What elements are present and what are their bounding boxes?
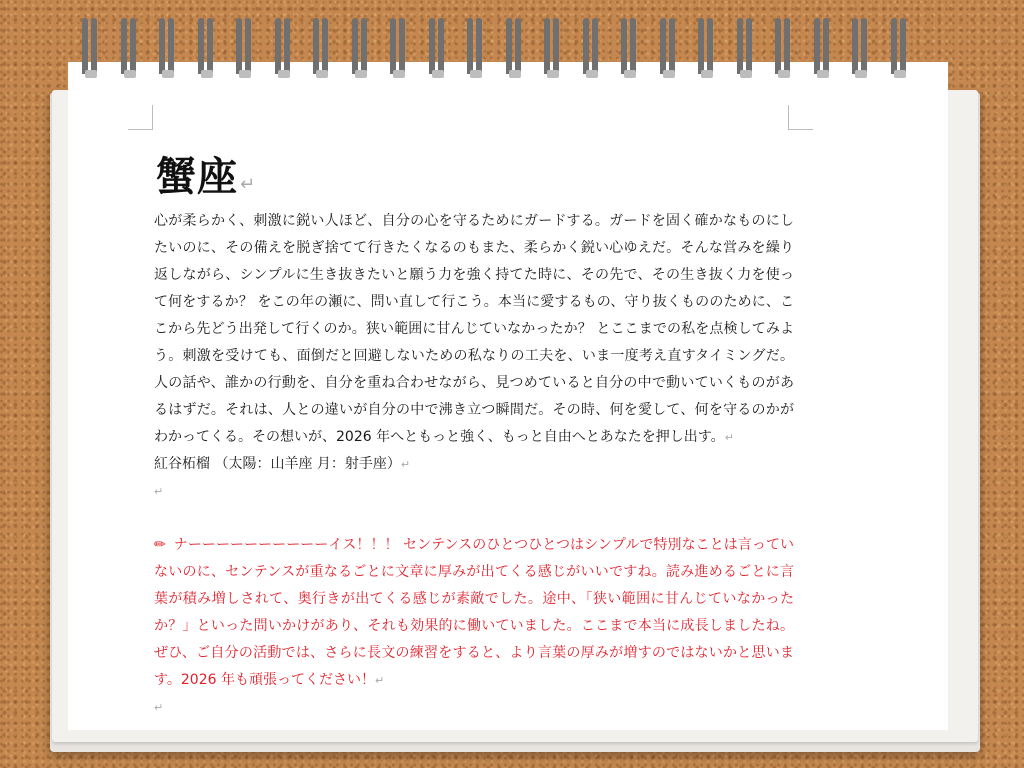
spiral-ring <box>390 18 410 76</box>
paragraph-mark: ↵ <box>724 431 734 444</box>
spiral-ring <box>198 18 218 76</box>
spiral-ring <box>852 18 872 76</box>
spiral-ring <box>698 18 718 76</box>
spiral-ring <box>583 18 603 76</box>
margin-corner-mark-left <box>128 105 153 130</box>
comment-text: ナーーーーーーーーーーイス！！！ センテンスのひとつひとつはシンプルで特別なことは言っていないのに、センテンスが重なるごとに文章に厚みが出てくる感じがいいですね。読み進めるごとに言葉が積み増しされて、奥行きが出てくる感じが素敵でした。途中、「狭い範囲に甘んじていなかったか？」といった問いかけがあり、それも効果的に働いていました。ここまで本当に成長しましたね。ぜひ、ご自分の活動では、さらに長文の練習をすると、より言葉の厚みが増すのではないかと思います。2026 年も頑張ってください！ <box>154 537 794 688</box>
author-text: 紅谷柘榴 （太陽：山羊座 月：射手座） <box>154 456 401 472</box>
spiral-ring <box>313 18 333 76</box>
teacher-comment <box>154 532 794 721</box>
spiral-ring <box>544 18 564 76</box>
spiral-ring <box>621 18 641 76</box>
spiral-ring <box>429 18 449 76</box>
paragraph-mark: ↵ <box>154 485 164 498</box>
paragraph-mark: ↵ <box>154 701 164 714</box>
empty-line <box>154 478 794 505</box>
spiral-ring <box>814 18 834 76</box>
body-text <box>154 208 794 505</box>
spiral-ring <box>352 18 372 76</box>
spiral-ring <box>159 18 179 76</box>
page-title <box>156 145 256 202</box>
comment-paragraph <box>154 532 794 694</box>
spiral-ring <box>660 18 680 76</box>
spiral-ring <box>737 18 757 76</box>
title-text: 蟹座 <box>156 154 238 200</box>
paragraph-mark: ↵ <box>240 174 257 195</box>
margin-corner-mark-right <box>788 105 813 130</box>
spiral-ring <box>506 18 526 76</box>
spiral-ring <box>121 18 141 76</box>
paragraph-mark: ↵ <box>400 458 411 471</box>
spiral-ring <box>891 18 911 76</box>
spiral-ring <box>82 18 102 76</box>
paragraph-mark: ↵ <box>374 674 385 687</box>
spiral-ring <box>275 18 295 76</box>
body-paragraph-text: 心が柔らかく、刺激に鋭い人ほど、自分の心を守るためにガードする。ガードを固く確かなものにしたいのに、その備えを脱ぎ捨てて行きたくなるのもまた、柔らかく鋭い心ゆえだ。そんな営みを繰り返しながら、シンプルに生き抜きたいと願う力を強く持てた時に、その先で、その生き抜く力を使って何をするか？ をこの年の瀬に、問い直して行こう。本当に愛するもの、守り抜くもののために、ここから先どう出発して行くのか。狭い範囲に甘んじていなかったか？ とここまでの私を点検してみよう。刺激を受けても、面倒だと回避しないための私なりの工夫を、いま一度考え直すタイミングだ。 人の話や、誰かの行動を、自分を重ね合わせながら、見つめていると自分の中で動いていくものがあるはずだ。それは、人との違いが自分の中で沸き立つ瞬間だ。その時、何を愛して、何を守るのかがわかってくる。その想いが、2026 年へともっと強く、もっと自由へとあなたを押し出す。 <box>154 213 794 445</box>
spiral-ring <box>775 18 795 76</box>
spiral-ring <box>236 18 256 76</box>
body-paragraph <box>154 208 794 451</box>
spiral-ring <box>467 18 487 76</box>
empty-line <box>154 694 794 721</box>
pencil-icon: ✏ <box>154 537 166 553</box>
author-line <box>154 451 794 478</box>
